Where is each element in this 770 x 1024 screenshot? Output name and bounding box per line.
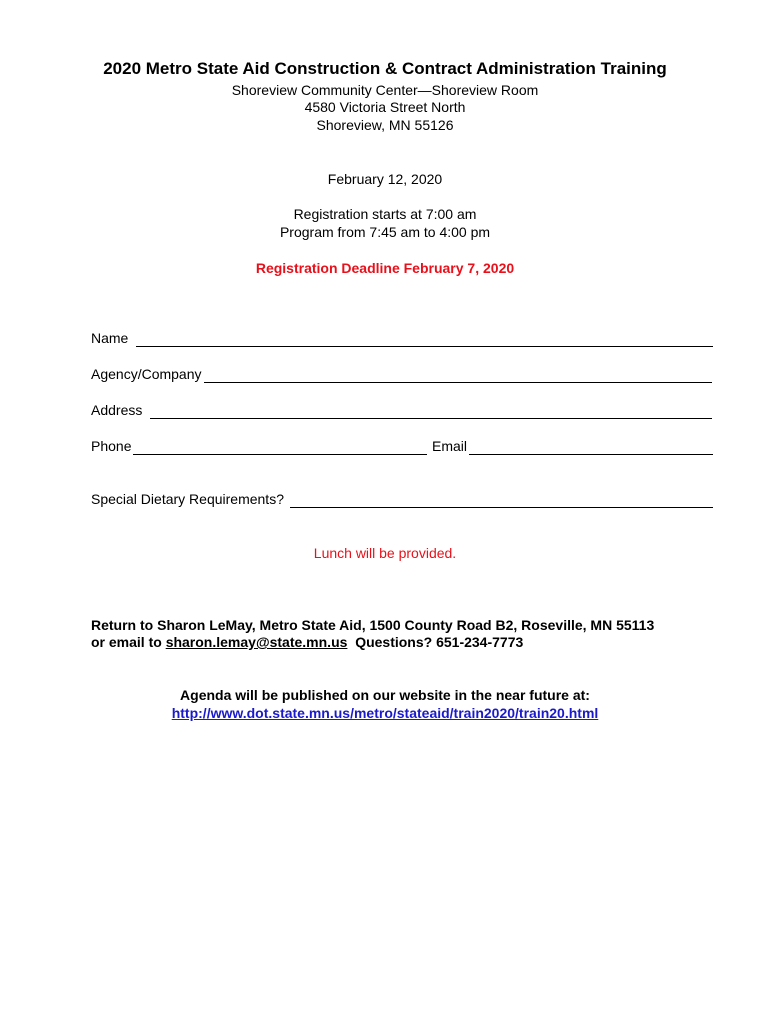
name-label: Name: [91, 330, 129, 346]
lunch-note: Lunch will be provided.: [313, 545, 457, 561]
name-field[interactable]: [91, 329, 713, 347]
return-email-link[interactable]: sharon.lemay@state.mn.us: [165, 634, 348, 650]
phone-line[interactable]: [133, 440, 427, 455]
registration-deadline: Registration Deadline February 7, 2020: [255, 260, 515, 276]
return-email-prefix: or email to: [91, 634, 166, 650]
agenda-url-link[interactable]: http://www.dot.state.mn.us/metro/stateaid/train2020/train20.html: [171, 705, 599, 721]
questions-phone: Questions? 651-234-7773: [355, 634, 524, 650]
program-time: Program from 7:45 am to 4:00 pm: [279, 224, 491, 240]
return-address: Return to Sharon LeMay, Metro State Aid, 1500 County Road B2, Roseville, MN 55113: [91, 617, 655, 633]
return-contact: [91, 633, 523, 651]
phone-label: Phone: [91, 438, 132, 454]
registration-start: Registration starts at 7:00 am: [293, 206, 477, 222]
venue-name: Shoreview Community Center—Shoreview Room: [231, 82, 539, 98]
event-date: February 12, 2020: [327, 171, 443, 187]
email-field[interactable]: [432, 437, 713, 455]
dietary-line[interactable]: [290, 493, 713, 508]
agency-line[interactable]: [204, 368, 712, 383]
dietary-label: Special Dietary Requirements?: [91, 491, 284, 507]
agency-field[interactable]: [91, 365, 712, 383]
venue-street: 4580 Victoria Street North: [304, 99, 466, 115]
name-line[interactable]: [136, 332, 713, 347]
page-title: 2020 Metro State Aid Construction & Contract Administration Training: [103, 59, 667, 78]
venue-city: Shoreview, MN 55126: [316, 117, 454, 133]
email-line[interactable]: [469, 440, 713, 455]
agenda-text: Agenda will be published on our website in the near future at:: [180, 687, 590, 703]
address-field[interactable]: [91, 401, 712, 419]
dietary-field[interactable]: [91, 490, 713, 508]
email-label: Email: [432, 438, 468, 454]
address-line[interactable]: [150, 404, 712, 419]
agency-label: Agency/Company: [91, 366, 202, 382]
address-label: Address: [91, 402, 143, 418]
phone-field[interactable]: [91, 437, 427, 455]
